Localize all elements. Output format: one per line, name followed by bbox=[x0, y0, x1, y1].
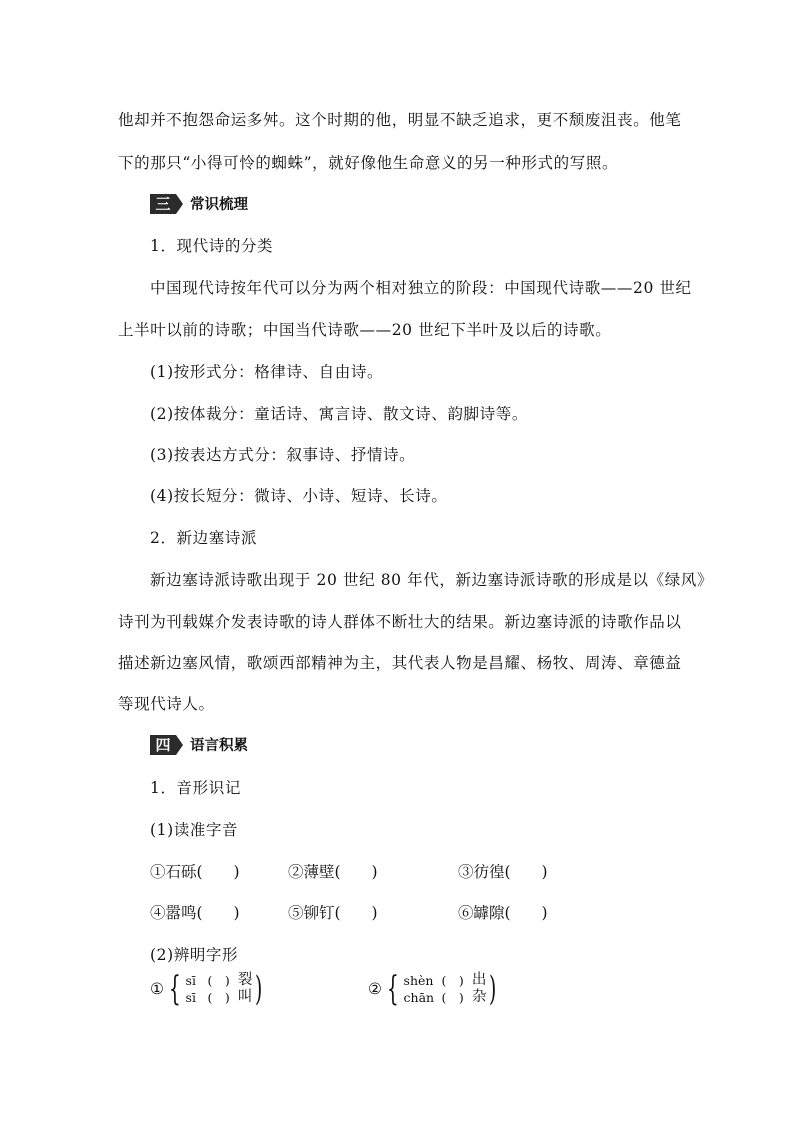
pinyin: sī bbox=[185, 990, 196, 1005]
subsection-title: 1．现代诗的分类 bbox=[150, 237, 274, 255]
pinyin: shèn bbox=[403, 973, 434, 988]
reading-item: ⑥罅隙( ) bbox=[458, 904, 548, 922]
list-item: (1)按形式分：格律诗、自由诗。 bbox=[150, 363, 384, 381]
reading-item: ③彷徨( ) bbox=[458, 863, 548, 881]
section-title: 常识梳理 bbox=[190, 197, 248, 213]
subsection-title: 2．新边塞诗派 bbox=[150, 529, 258, 547]
target-char: 杂 bbox=[471, 989, 487, 1005]
paragraph-line: 上半叶以前的诗歌；中国当代诗歌——20 世纪下半叶及以后的诗歌。 bbox=[118, 321, 612, 339]
group-number: ① bbox=[150, 980, 164, 998]
blank-paren[interactable]: ( ) bbox=[441, 990, 464, 1005]
list-item: (2)按体裁分：童话诗、寓言诗、散文诗、韵脚诗等。 bbox=[150, 405, 528, 423]
blank-paren[interactable]: ( ) bbox=[441, 973, 464, 988]
target-char: 裂 bbox=[237, 972, 253, 988]
form-rows bbox=[186, 972, 253, 1006]
char-form-group bbox=[368, 969, 500, 1009]
target-char: 出 bbox=[471, 972, 487, 988]
paragraph-line: 新边塞诗派诗歌出现于 20 世纪 80 年代，新边塞诗派诗歌的形成是以《绿风》 bbox=[150, 571, 714, 589]
exercise-title: (2)辨明字形 bbox=[150, 946, 239, 964]
blank-paren[interactable]: ( ) bbox=[207, 973, 230, 988]
intro-line-2: 下的那只“小得可怜的蜘蛛”，就好像他生命意义的另一种形式的写照。 bbox=[118, 154, 619, 172]
left-brace: { bbox=[168, 969, 181, 1009]
pinyin: chān bbox=[403, 990, 435, 1005]
pinyin: sī bbox=[185, 973, 196, 988]
char-form-group bbox=[150, 969, 266, 1009]
right-brace: ) bbox=[255, 969, 263, 1009]
form-rows bbox=[404, 972, 487, 1006]
list-item: (4)按长短分：微诗、小诗、短诗、长诗。 bbox=[150, 487, 448, 505]
reading-item: ①石砾( ) bbox=[150, 863, 240, 881]
paragraph-line: 等现代诗人。 bbox=[118, 695, 215, 713]
paragraph-line: 中国现代诗按年代可以分为两个相对独立的阶段：中国现代诗歌——20 世纪 bbox=[150, 279, 692, 297]
right-brace: ) bbox=[489, 969, 497, 1009]
paragraph-line: 描述新边塞风情，歌颂西部精神为主，其代表人物是昌耀、杨牧、周涛、章德益 bbox=[118, 654, 682, 672]
exercise-title: (1)读准字音 bbox=[150, 821, 239, 839]
reading-item: ⑤铆钉( ) bbox=[288, 904, 378, 922]
form-row bbox=[404, 989, 487, 1006]
section-title: 语言积累 bbox=[190, 738, 248, 754]
reading-item: ④嚣鸣( ) bbox=[150, 904, 240, 922]
reading-item: ②薄壁( ) bbox=[288, 863, 378, 881]
blank-paren[interactable]: ( ) bbox=[207, 990, 230, 1005]
section-heading-3 bbox=[150, 193, 248, 214]
subsection-title: 1．音形识记 bbox=[150, 779, 241, 797]
form-row bbox=[404, 972, 487, 989]
section-heading-4 bbox=[150, 734, 248, 755]
form-row bbox=[186, 989, 253, 1006]
target-char: 叫 bbox=[237, 989, 253, 1005]
paragraph-line: 诗刊为刊载媒介发表诗歌的诗人群体不断壮大的结果。新边塞诗派的诗歌作品以 bbox=[118, 613, 682, 631]
section-badge: 三 bbox=[150, 194, 176, 214]
section-badge: 四 bbox=[150, 735, 176, 755]
form-row bbox=[186, 972, 253, 989]
intro-line-1: 他却并不抱怨命运多舛。这个时期的他，明显不缺乏追求，更不颓废沮丧。他笔 bbox=[118, 111, 682, 129]
group-number: ② bbox=[368, 980, 382, 998]
left-brace: { bbox=[386, 969, 399, 1009]
list-item: (3)按表达方式分：叙事诗、抒情诗。 bbox=[150, 446, 416, 464]
